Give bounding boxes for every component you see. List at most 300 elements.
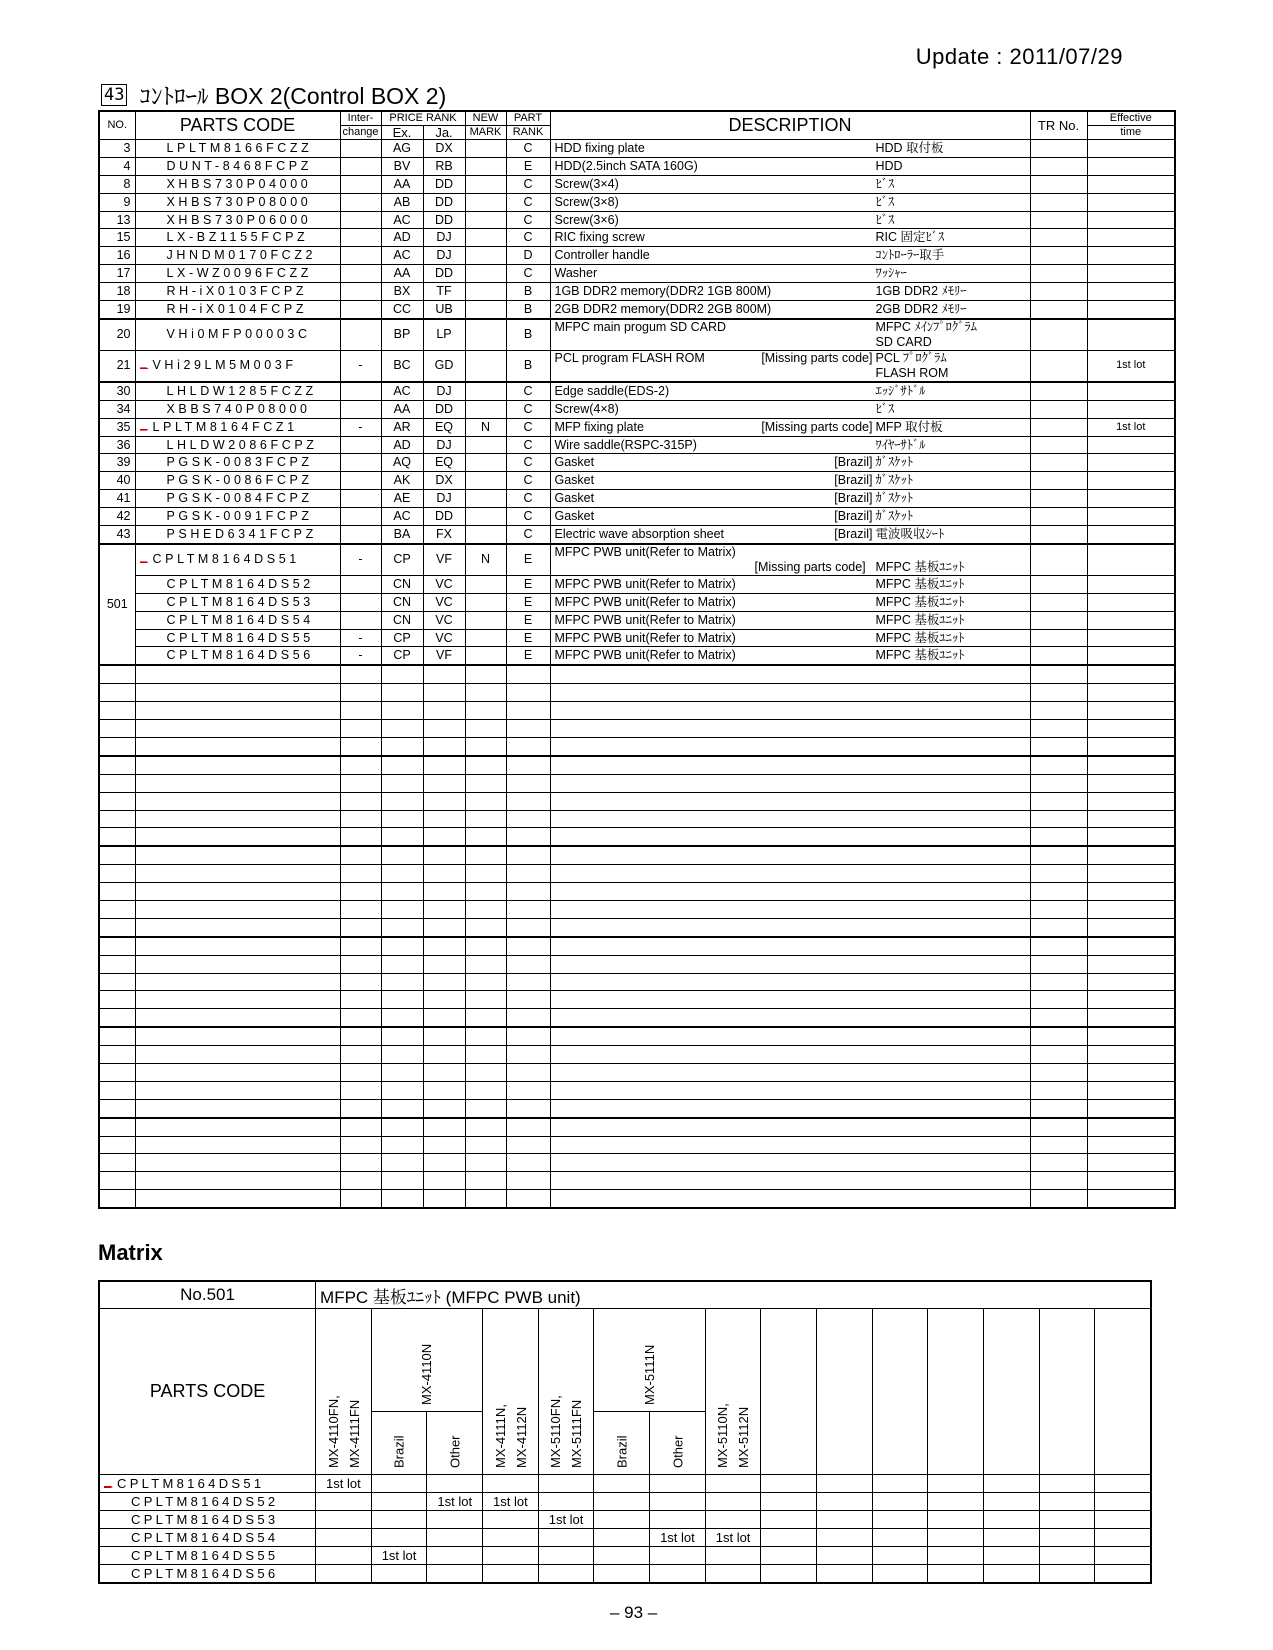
- description-jp: ﾋﾞｽ: [875, 176, 895, 191]
- matrix-cell: [316, 1565, 372, 1584]
- section-name: ｺﾝﾄﾛｰﾙ BOX 2(Control BOX 2): [139, 83, 447, 109]
- empty-cell: [550, 756, 1030, 774]
- empty-cell: [506, 774, 550, 792]
- empty-cell: [506, 1027, 550, 1045]
- description-en: Washer: [554, 266, 598, 281]
- parts-code-text: LHLDW1285FCZZ: [166, 383, 317, 398]
- table-row: [99, 418, 1175, 436]
- description-right: [876, 302, 1026, 317]
- row-new-mark: N: [465, 418, 506, 436]
- row-price-ex: AA: [381, 400, 423, 418]
- matrix-empty-col: [761, 1309, 817, 1475]
- row-effective: [1087, 175, 1175, 193]
- empty-cell: [1030, 883, 1087, 901]
- row-price-ja: VC: [423, 575, 465, 593]
- matrix-brazil-1: Brazil: [371, 1412, 427, 1475]
- empty-cell: [99, 1046, 135, 1064]
- row-price-ja: DJ: [423, 436, 465, 454]
- empty-cell: [506, 955, 550, 973]
- row-interchange: [340, 490, 381, 508]
- empty-cell: [550, 846, 1030, 864]
- empty-cell: [506, 1099, 550, 1117]
- row-tr-no: [1030, 350, 1087, 382]
- table-row: [99, 774, 1175, 792]
- empty-cell: [506, 1046, 550, 1064]
- description-wrap: [555, 648, 1026, 663]
- matrix-cell: 1st lot: [650, 1529, 706, 1547]
- matrix-cell: [705, 1565, 761, 1584]
- table-row: [99, 865, 1175, 883]
- row-description: [550, 436, 1030, 454]
- description-en: Screw(3×6): [554, 212, 619, 227]
- row-tr-no: [1030, 382, 1087, 400]
- description-en: Controller handle: [554, 248, 650, 263]
- row-description: [550, 211, 1030, 229]
- empty-cell: [423, 1009, 465, 1027]
- row-effective: 1st lot: [1087, 418, 1175, 436]
- empty-cell: [1087, 918, 1175, 936]
- matrix-empty-cell: [984, 1529, 1040, 1547]
- matrix-cell: [427, 1475, 483, 1493]
- row-description: [550, 157, 1030, 175]
- empty-cell: [423, 720, 465, 738]
- row-interchange: [340, 472, 381, 490]
- col-price-rank: PRICE RANK: [381, 111, 465, 126]
- empty-cell: [506, 846, 550, 864]
- empty-cell: [381, 702, 423, 720]
- parts-code-text: XHBS730P04000: [166, 176, 312, 191]
- row-description: [550, 544, 1030, 576]
- empty-cell: [506, 1118, 550, 1136]
- matrix-cell: 1st lot: [371, 1547, 427, 1565]
- description-en: Gasket: [554, 455, 595, 470]
- empty-cell: [1087, 810, 1175, 828]
- row-tr-no: [1030, 629, 1087, 647]
- empty-cell: [1030, 720, 1087, 738]
- empty-cell: [423, 973, 465, 991]
- table-row: [99, 1081, 1175, 1099]
- empty-cell: [465, 1136, 506, 1154]
- matrix-empty-cell: [872, 1511, 928, 1529]
- empty-cell: [135, 792, 340, 810]
- matrix-cell: [538, 1565, 594, 1584]
- description-right: [876, 455, 1026, 470]
- empty-cell: [506, 684, 550, 702]
- row-price-ja: RB: [423, 157, 465, 175]
- row-price-ex: BX: [381, 283, 423, 301]
- empty-cell: [135, 756, 340, 774]
- table-row: [99, 810, 1175, 828]
- row-part-rank: E: [506, 544, 550, 576]
- empty-cell: [340, 973, 381, 991]
- parts-code-text: LX-BZ1155FCPZ: [166, 230, 309, 245]
- row-new-mark: [465, 526, 506, 544]
- row-tr-no: [1030, 490, 1087, 508]
- description-jp: ﾜｯｼｬｰ: [875, 266, 907, 281]
- description-note: [Brazil]: [834, 455, 873, 470]
- empty-cell: [465, 937, 506, 955]
- row-price-ex: CN: [381, 611, 423, 629]
- matrix-cell: [538, 1493, 594, 1511]
- empty-cell: [1087, 774, 1175, 792]
- empty-cell: [99, 1136, 135, 1154]
- empty-cell: [381, 756, 423, 774]
- matrix-empty-cell: [928, 1547, 984, 1565]
- row-parts-code: [135, 508, 340, 526]
- matrix-empty-cell: [1039, 1547, 1095, 1565]
- empty-cell: [1030, 1190, 1087, 1208]
- empty-cell: [1030, 828, 1087, 846]
- empty-cell: [423, 702, 465, 720]
- row-price-ja: DJ: [423, 382, 465, 400]
- row-price-ex: CN: [381, 593, 423, 611]
- matrix-cell: [650, 1493, 706, 1511]
- table-row: [99, 1136, 1175, 1154]
- empty-cell: [465, 1027, 506, 1045]
- empty-cell: [381, 900, 423, 918]
- matrix-empty-cell: [1039, 1475, 1095, 1493]
- description-jp: ｶﾞｽｹｯﾄ: [875, 491, 914, 506]
- empty-cell: [381, 1172, 423, 1190]
- parts-code-text: CPLTM8164DS53: [166, 594, 314, 609]
- empty-cell: [135, 684, 340, 702]
- empty-cell: [550, 1081, 1030, 1099]
- matrix-empty-cell: [761, 1529, 817, 1547]
- row-price-ex: BP: [381, 319, 423, 351]
- description-en: MFPC PWB unit(Refer to Matrix): [554, 576, 736, 591]
- description-jp: 1GB DDR2 ﾒﾓﾘｰ: [875, 284, 967, 299]
- row-price-ex: AQ: [381, 454, 423, 472]
- row-parts-code: [135, 454, 340, 472]
- matrix-cell: [427, 1511, 483, 1529]
- row-part-rank: E: [506, 611, 550, 629]
- description-jp: 電波吸収ｼｰﾄ: [875, 526, 945, 541]
- empty-cell: [135, 846, 340, 864]
- row-effective: [1087, 140, 1175, 158]
- empty-cell: [99, 1063, 135, 1081]
- empty-cell: [381, 810, 423, 828]
- empty-cell: [550, 991, 1030, 1009]
- table-row: [99, 283, 1175, 301]
- matrix-cell: [650, 1511, 706, 1529]
- empty-cell: [506, 918, 550, 936]
- row-tr-no: [1030, 193, 1087, 211]
- row-part-rank: C: [506, 454, 550, 472]
- table-row: [99, 828, 1175, 846]
- empty-cell: [99, 918, 135, 936]
- row-parts-code: [135, 283, 340, 301]
- parts-code-text: VHi29LM5M003F: [152, 358, 297, 373]
- description-jp: ｶﾞｽｹｯﾄ: [875, 473, 914, 488]
- empty-cell: [135, 991, 340, 1009]
- empty-cell: [340, 1190, 381, 1208]
- empty-cell: [340, 1063, 381, 1081]
- description-line2: [555, 560, 1026, 575]
- row-interchange: [340, 283, 381, 301]
- matrix-empty-cell: [872, 1565, 928, 1584]
- description-note: [Brazil]: [834, 491, 873, 506]
- description-right: [876, 473, 1026, 488]
- table-row: [99, 1027, 1175, 1045]
- row-tr-no: [1030, 140, 1087, 158]
- row-price-ex: BA: [381, 526, 423, 544]
- empty-cell: [135, 1172, 340, 1190]
- row-effective: [1087, 319, 1175, 351]
- row-part-rank: C: [506, 400, 550, 418]
- empty-cell: [99, 665, 135, 683]
- row-price-ex: CN: [381, 575, 423, 593]
- row-price-ex: AG: [381, 140, 423, 158]
- col-new-a: NEW: [465, 111, 506, 126]
- empty-cell: [423, 737, 465, 755]
- row-tr-no: [1030, 301, 1087, 319]
- description-right: [876, 320, 1026, 350]
- matrix-empty-col: [817, 1309, 873, 1475]
- description-right: [876, 384, 1026, 399]
- parts-code-text: PGSK-0086FCPZ: [166, 473, 313, 488]
- matrix-empty-cell: [984, 1547, 1040, 1565]
- empty-cell: [550, 792, 1030, 810]
- matrix-cell: [705, 1475, 761, 1493]
- empty-cell: [1030, 1009, 1087, 1027]
- empty-cell: [135, 702, 340, 720]
- row-parts-code: [135, 229, 340, 247]
- empty-cell: [1087, 1046, 1175, 1064]
- description-wrap: [555, 420, 1026, 435]
- empty-cell: [465, 1190, 506, 1208]
- description-right: [876, 438, 1026, 453]
- description-jp: HDD 取付板: [875, 140, 944, 155]
- empty-cell: [340, 937, 381, 955]
- row-part-rank: C: [506, 193, 550, 211]
- empty-cell: [1087, 828, 1175, 846]
- row-part-rank: C: [506, 508, 550, 526]
- empty-cell: [506, 665, 550, 683]
- col-effective-a: Effective: [1087, 111, 1175, 126]
- empty-cell: [99, 973, 135, 991]
- table-row: [99, 575, 1175, 593]
- row-interchange: [340, 247, 381, 265]
- row-no: 20: [99, 319, 135, 351]
- empty-cell: [1030, 737, 1087, 755]
- empty-cell: [465, 865, 506, 883]
- row-parts-code: [135, 418, 340, 436]
- matrix-cell: [316, 1529, 372, 1547]
- table-row: [99, 991, 1175, 1009]
- empty-cell: [506, 1190, 550, 1208]
- empty-cell: [423, 1099, 465, 1117]
- table-row: [99, 918, 1175, 936]
- empty-cell: [135, 828, 340, 846]
- row-parts-code: [135, 301, 340, 319]
- matrix-cell: [427, 1547, 483, 1565]
- row-price-ja: LP: [423, 319, 465, 351]
- empty-cell: [381, 1154, 423, 1172]
- matrix-cell: [371, 1529, 427, 1547]
- row-interchange: -: [340, 629, 381, 647]
- empty-cell: [506, 1172, 550, 1190]
- empty-cell: [381, 1190, 423, 1208]
- row-price-ja: EQ: [423, 418, 465, 436]
- col-ex: Ex.: [381, 126, 423, 140]
- row-effective: [1087, 157, 1175, 175]
- empty-cell: [550, 1136, 1030, 1154]
- row-description: [550, 319, 1030, 351]
- matrix-cell: [371, 1511, 427, 1529]
- empty-cell: [1030, 955, 1087, 973]
- empty-cell: [340, 828, 381, 846]
- row-no: 3: [99, 140, 135, 158]
- empty-cell: [423, 684, 465, 702]
- row-part-rank: E: [506, 157, 550, 175]
- row-description: [550, 265, 1030, 283]
- row-new-mark: [465, 400, 506, 418]
- row-interchange: [340, 593, 381, 611]
- row-price-ja: VC: [423, 593, 465, 611]
- row-tr-no: [1030, 400, 1087, 418]
- matrix-empty-cell: [1095, 1547, 1151, 1565]
- row-part-rank: C: [506, 140, 550, 158]
- col-ja: Ja.: [423, 126, 465, 140]
- empty-cell: [1030, 1046, 1087, 1064]
- row-no: 42: [99, 508, 135, 526]
- description-note: [Missing parts code]: [761, 350, 873, 365]
- row-parts-code: [135, 575, 340, 593]
- matrix-empty-cell: [817, 1493, 873, 1511]
- row-price-ja: VF: [423, 544, 465, 576]
- empty-cell: [465, 756, 506, 774]
- description-en: 2GB DDR2 memory(DDR2 2GB 800M): [554, 301, 772, 316]
- empty-cell: [381, 1081, 423, 1099]
- row-new-mark: [465, 350, 506, 382]
- matrix-cell: 1st lot: [483, 1493, 539, 1511]
- col-part-b: RANK: [506, 126, 550, 140]
- description-jp: HDD: [875, 158, 903, 173]
- empty-cell: [506, 702, 550, 720]
- table-row: [99, 846, 1175, 864]
- row-parts-code: [135, 140, 340, 158]
- empty-cell: [135, 737, 340, 755]
- empty-cell: [506, 865, 550, 883]
- matrix-empty-cell: [761, 1493, 817, 1511]
- row-parts-code: [135, 319, 340, 351]
- matrix-cell: [427, 1565, 483, 1584]
- parts-code-text: CPLTM8164DS54: [166, 612, 314, 627]
- row-price-ja: DD: [423, 508, 465, 526]
- matrix-cell: 1st lot: [427, 1493, 483, 1511]
- description-left: [555, 402, 873, 417]
- table-row: [99, 382, 1175, 400]
- empty-cell: [550, 865, 1030, 883]
- col-part-a: PART: [506, 111, 550, 126]
- row-price-ja: DD: [423, 211, 465, 229]
- empty-cell: [423, 991, 465, 1009]
- matrix-empty-cell: [872, 1529, 928, 1547]
- empty-cell: [1087, 991, 1175, 1009]
- table-row: [99, 1063, 1175, 1081]
- empty-cell: [1087, 1172, 1175, 1190]
- empty-cell: [506, 828, 550, 846]
- matrix-row: [99, 1547, 1151, 1565]
- row-no: 15: [99, 229, 135, 247]
- empty-cell: [1030, 865, 1087, 883]
- row-new-mark: [465, 611, 506, 629]
- table-row: [99, 400, 1175, 418]
- description-jp: ﾜｲﾔｰｻﾄﾞﾙ: [875, 437, 926, 452]
- empty-cell: [506, 810, 550, 828]
- description-jp: MFPC 基板ﾕﾆｯﾄ: [875, 630, 965, 645]
- matrix-cell: [316, 1493, 372, 1511]
- empty-cell: [1087, 702, 1175, 720]
- empty-cell: [506, 883, 550, 901]
- description-en: MFPC main progum SD CARD: [554, 319, 727, 334]
- matrix-row-code: [99, 1475, 316, 1493]
- row-price-ex: AE: [381, 490, 423, 508]
- table-row: [99, 611, 1175, 629]
- description-note: [Missing parts code]: [761, 419, 873, 434]
- empty-cell: [381, 1063, 423, 1081]
- row-price-ja: DJ: [423, 229, 465, 247]
- matrix-group-1: MX-4110N: [371, 1309, 482, 1412]
- empty-cell: [1087, 846, 1175, 864]
- row-interchange: [340, 229, 381, 247]
- table-row: [99, 193, 1175, 211]
- description-jp: MFPC 基板ﾕﾆｯﾄ: [875, 576, 965, 591]
- row-parts-code: [135, 526, 340, 544]
- empty-cell: [381, 684, 423, 702]
- empty-cell: [1030, 1154, 1087, 1172]
- empty-cell: [465, 883, 506, 901]
- matrix-col-a: MX-4110FN, MX-4111FN: [316, 1309, 372, 1475]
- row-no: 501: [99, 544, 135, 665]
- matrix-cell: [316, 1547, 372, 1565]
- description-left: [555, 491, 873, 506]
- empty-cell: [1087, 1118, 1175, 1136]
- matrix-row-code: [99, 1547, 316, 1565]
- empty-cell: [135, 1046, 340, 1064]
- empty-cell: [423, 955, 465, 973]
- row-price-ja: DJ: [423, 247, 465, 265]
- matrix-col-d: MX-4111N, MX-4112N: [483, 1309, 539, 1475]
- description-right: [876, 420, 1026, 435]
- parts-code-text: PGSK-0083FCPZ: [166, 455, 313, 470]
- matrix-empty-cell: [984, 1493, 1040, 1511]
- table-row: [99, 900, 1175, 918]
- row-part-rank: C: [506, 490, 550, 508]
- empty-cell: [423, 1046, 465, 1064]
- parts-code-text: PGSK-0084FCPZ: [166, 491, 313, 506]
- description-left: [555, 473, 873, 488]
- row-new-mark: [465, 211, 506, 229]
- table-row: [99, 1046, 1175, 1064]
- empty-cell: [381, 937, 423, 955]
- row-interchange: [340, 175, 381, 193]
- row-interchange: [340, 301, 381, 319]
- change-mark-icon: [140, 429, 149, 431]
- matrix-col-e: MX-5110FN, MX-5111FN: [538, 1309, 594, 1475]
- row-price-ja: FX: [423, 526, 465, 544]
- description-wrap: [555, 438, 1026, 453]
- row-new-mark: [465, 301, 506, 319]
- matrix-row-code: [99, 1565, 316, 1584]
- row-price-ex: CP: [381, 544, 423, 576]
- description-right: [876, 141, 1026, 156]
- parts-code-text: CPLTM8164DS52: [166, 576, 314, 591]
- row-effective: [1087, 382, 1175, 400]
- matrix-brazil-2: Brazil: [594, 1412, 650, 1475]
- row-tr-no: [1030, 647, 1087, 665]
- table-row: [99, 526, 1175, 544]
